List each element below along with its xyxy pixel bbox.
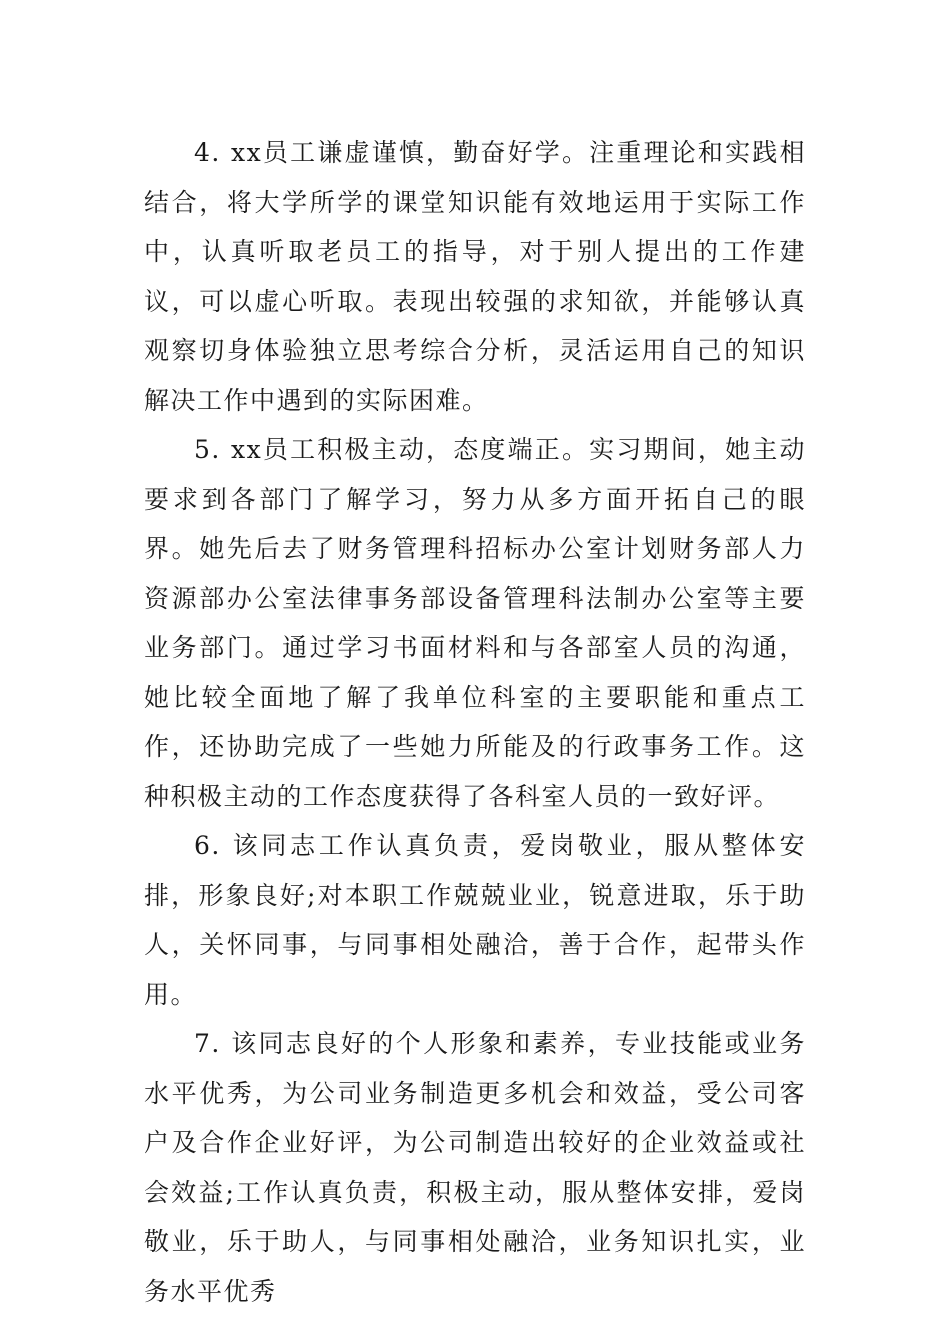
- paragraph-7: 7. 该同志良好的个人形象和素养，专业技能或业务水平优秀，为公司业务制造更多机会和效益，受公司客户及合作企业好评，为公司制造出较好的企业效益或社会效益;工作认真负责，积极主动，服从整体安排，爱岗敬业，乐于助人，与同事相处融洽，业务知识扎实，业务水平优秀: [144, 1029, 806, 1306]
- paragraph-4: 4. xx员工谦虚谨慎，勤奋好学。注重理论和实践相结合，将大学所学的课堂知识能有效地运用于实际工作中，认真听取老员工的指导，对于别人提出的工作建议，可以虚心听取。表现出较强的求知欲，并能够认真观察切身体验独立思考综合分析，灵活运用自己的知识解决工作中遇到的实际困难。: [144, 138, 806, 415]
- paragraph-6: 6. 该同志工作认真负责，爱岗敬业，服从整体安排，形象良好;对本职工作兢兢业业，锐意进取，乐于助人，关怀同事，与同事相处融洽，善于合作，起带头作用。: [144, 831, 806, 1009]
- paragraph-5: 5. xx员工积极主动，态度端正。实习期间，她主动要求到各部门了解学习，努力从多方面开拓自己的眼界。她先后去了财务管理科招标办公室计划财务部人力资源部办公室法律事务部设备管理科法制办公室等主要业务部门。通过学习书面材料和与各部室人员的沟通，她比较全面地了解了我单位科室的主要职能和重点工作，还协助完成了一些她力所能及的行政事务工作。这种积极主动的工作态度获得了各科室人员的一致好评。: [144, 435, 806, 811]
